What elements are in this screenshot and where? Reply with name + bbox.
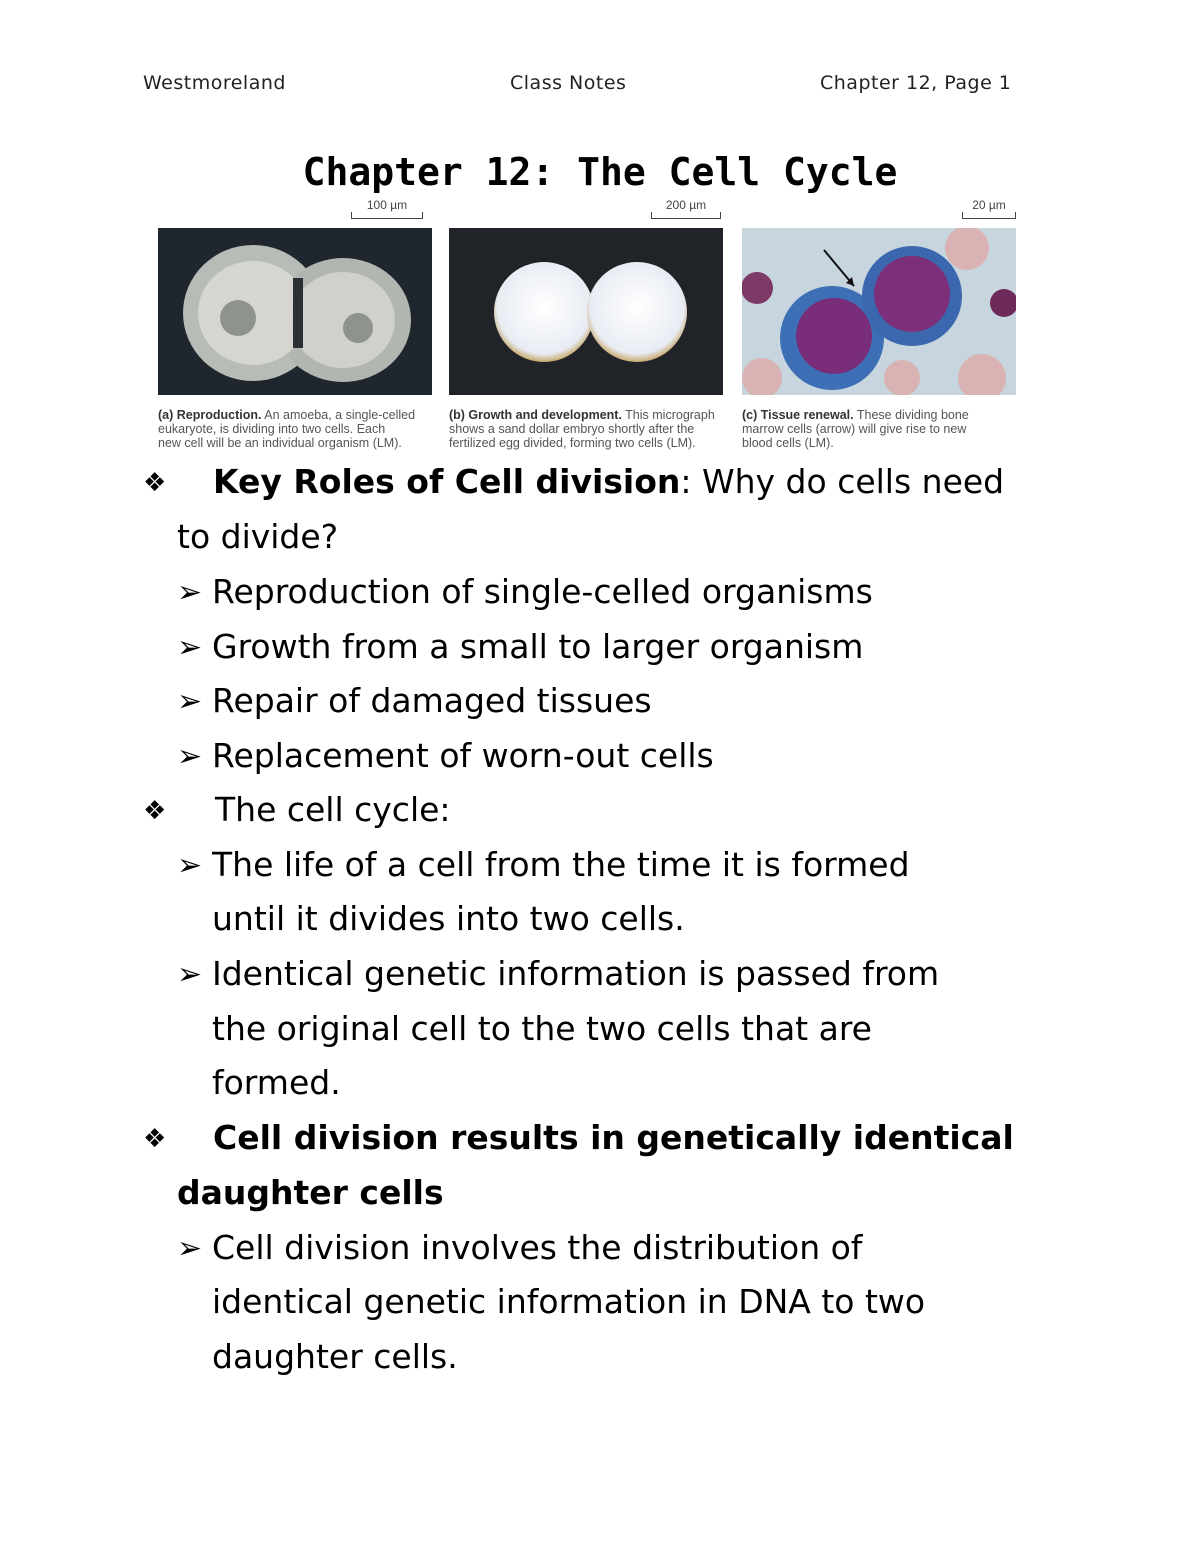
list-item-line: the original cell to the two cells that are (212, 1009, 872, 1048)
caption-line: blood cells (LM). (742, 436, 834, 450)
arrow-bullet-icon: ➢ (177, 630, 203, 665)
caption-label: (c) Tissue renewal. (742, 408, 854, 422)
arrow-bullet-icon: ➢ (177, 1231, 203, 1266)
caption-label: (a) Reproduction. (158, 408, 262, 422)
sand-dollar-embryo-micrograph (449, 228, 723, 395)
arrow-bullet-icon: ➢ (177, 848, 203, 883)
list-item: Repair of damaged tissues (212, 681, 652, 720)
scale-label: 200 µm (665, 198, 707, 212)
heading-continuation: daughter cells (177, 1173, 444, 1212)
header-page-ref: Chapter 12, Page 1 (820, 72, 1012, 94)
scale-label: 100 µm (366, 198, 408, 212)
arrow-bullet-icon: ➢ (177, 684, 203, 719)
heading-bold: Key Roles of Cell division (213, 462, 681, 501)
page-title: Chapter 12: The Cell Cycle (302, 150, 898, 194)
heading-question: : Why do cells need (680, 462, 1005, 501)
section-heading-identical-cells: Cell division results in genetically identical (213, 1118, 1014, 1157)
heading-continuation: to divide? (177, 517, 339, 556)
caption-a (158, 408, 432, 450)
header-doc-type: Class Notes (510, 72, 627, 94)
caption-line: shows a sand dollar embryo shortly after the (449, 422, 695, 436)
caption-line: These dividing bone (856, 408, 969, 422)
caption-line: This micrograph (625, 408, 715, 422)
list-item-line: formed. (212, 1063, 341, 1102)
diamond-bullet-icon: ❖ (143, 796, 167, 826)
amoeba-micrograph (158, 228, 432, 395)
list-item-line: until it divides into two cells. (212, 899, 685, 938)
section-heading-cell-cycle: The cell cycle: (215, 790, 451, 829)
arrow-bullet-icon: ➢ (177, 957, 203, 992)
list-item: Reproduction of single-celled organisms (212, 572, 873, 611)
list-item: Replacement of worn-out cells (212, 736, 714, 775)
list-item-line: identical genetic information in DNA to two (212, 1282, 926, 1321)
section-heading-key-roles (213, 454, 1004, 509)
list-item-line: Cell division involves the distribution of (212, 1228, 863, 1267)
caption-line: eukaryote, is dividing into two cells. Each (158, 422, 386, 436)
diamond-bullet-icon: ❖ (143, 1124, 167, 1154)
caption-line: fertilized egg divided, forming two cells (LM). (449, 436, 696, 450)
caption-label: (b) Growth and development. (449, 408, 622, 422)
list-item: Growth from a small to larger organism (212, 627, 864, 666)
list-item-line: Identical genetic information is passed from (212, 954, 940, 993)
bone-marrow-micrograph (742, 228, 1016, 395)
arrow-bullet-icon: ➢ (177, 739, 203, 774)
list-item-line: The life of a cell from the time it is formed (212, 845, 910, 884)
scale-bar-a (351, 198, 423, 219)
caption-b (449, 408, 723, 450)
caption-line: marrow cells (arrow) will give rise to new (742, 422, 967, 436)
arrow-bullet-icon: ➢ (177, 575, 203, 610)
diamond-bullet-icon: ❖ (143, 468, 167, 498)
caption-c (742, 408, 1016, 450)
list-item-line: daughter cells. (212, 1337, 458, 1376)
caption-line: new cell will be an individual organism (LM). (158, 436, 402, 450)
scale-bar-c (962, 198, 1016, 219)
scale-bar-b (651, 198, 721, 219)
header-author: Westmoreland (143, 72, 286, 94)
scale-label: 20 µm (972, 198, 1006, 212)
caption-line: An amoeba, a single-celled (264, 408, 416, 422)
